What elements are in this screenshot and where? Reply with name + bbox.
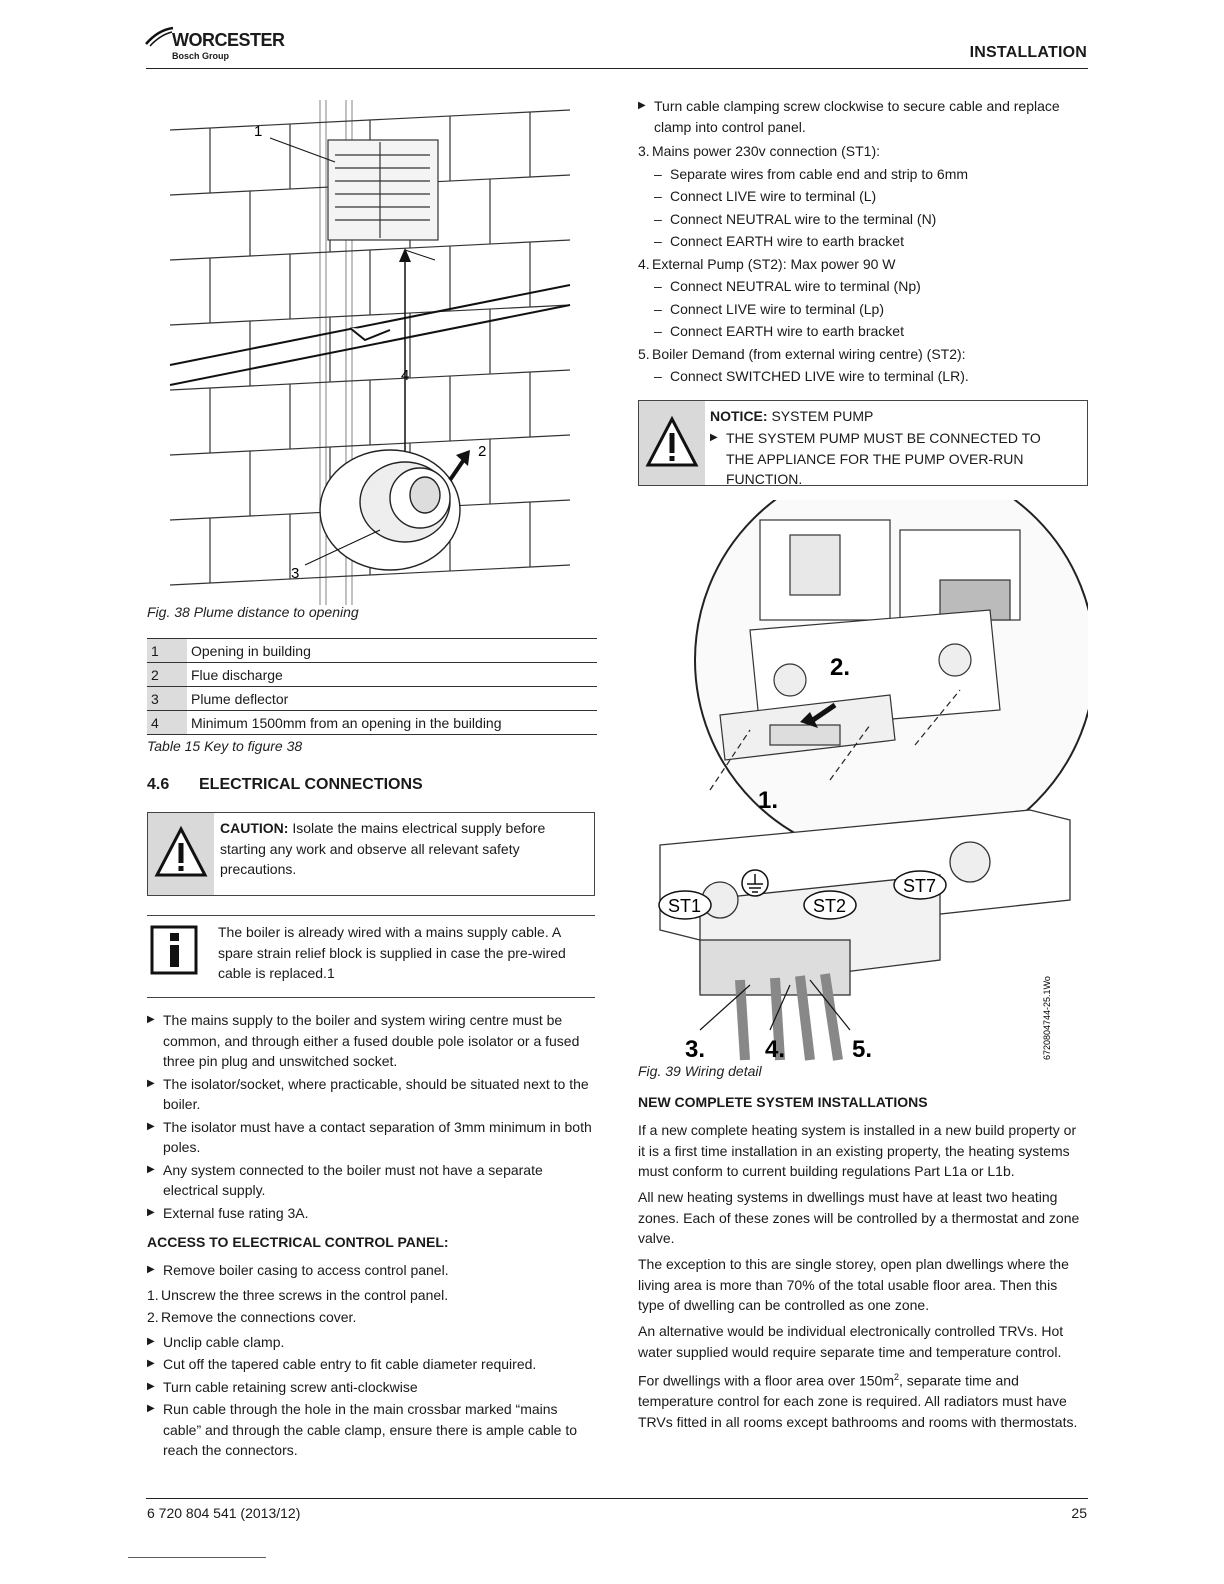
caution-text [220,818,580,880]
step-text: Unscrew the three screws in the control panel. [161,1286,449,1303]
list-item: – Connect LIVE wire to terminal (Lp) [638,299,1088,320]
fig39-st2: ST2 [813,896,847,916]
step-number: 4. [638,255,650,272]
fig39-st1: ST1 [668,896,702,916]
brand-subtitle: Bosch Group [172,51,230,61]
list-item: ▶ The isolator/socket, where practicable, should be situated next to the boiler. [147,1074,597,1115]
notice-title-rest: SYSTEM PUMP [767,408,874,424]
info-top-rule [147,915,595,916]
new-install-paragraph-2: All new heating systems in dwellings must have at least two heating zones. Each of these zones will be controlled by a thermostat and zone valve. [638,1189,1080,1246]
key-number: 4 [147,711,187,735]
info-bottom-rule [147,997,595,998]
list-item [147,1285,599,1306]
step-number: 3. [638,143,650,159]
fig39-st7: ST7 [903,876,937,896]
fig38-callout-2: 2 [478,443,487,460]
fig38-callout-3: 3 [291,565,300,582]
table-row [147,639,597,663]
step-number: 5. [638,345,650,362]
section-header: INSTALLATION [969,44,1087,61]
section-title: ELECTRICAL CONNECTIONS [199,776,423,793]
list-item: – Connect LIVE wire to terminal (L) [638,186,1088,207]
info-text: The boiler is already wired with a mains supply cable. A spare strain relief block is supplied in case the pre-wired cable is replaced.1 [218,924,566,981]
list-item [638,254,1088,275]
list-item: ▶ Run cable through the hole in the main crossbar marked “mains cable” and through the cable clamp, ensure there is ample cable to reach the connectors. [147,1399,599,1461]
list-item: – Connect NEUTRAL wire to the terminal (N) [638,209,1088,230]
caution-body: Isolate the mains electrical supply before starting any work and observe all relevant safety precautions. [220,820,546,877]
notice-title [710,406,873,427]
footer-doc-number: 6 720 804 541 (2013/12) [147,1505,301,1521]
fig38-caption: Fig. 38 Plume distance to opening [147,604,359,620]
fig38-callout-1: 1 [254,123,263,140]
step-text: External Pump (ST2): Max power 90 W [652,255,896,272]
link-underline [128,1557,266,1558]
list-item: ▶ Remove boiler casing to access control panel. [147,1260,599,1281]
fig39-caption: Fig. 39 Wiring detail [638,1063,762,1079]
key-text: Minimum 1500mm from an opening in the building [187,711,597,735]
new-install-paragraph-4: An alternative would be individual electronically controlled TRVs. Hot water supplied would require separate time and temperature control. [638,1323,1064,1360]
list-item: – Connect EARTH wire to earth bracket [638,321,1088,342]
warning-triangle-icon [645,415,699,469]
list-item: – Connect EARTH wire to earth bracket [638,231,1088,252]
list-item: ▶ Cut off the tapered cable entry to fit cable diameter required. [147,1354,599,1375]
key-text: Flue discharge [187,663,597,687]
notice-box [638,400,1088,486]
list-item: – Connect SWITCHED LIVE wire to terminal (LR). [638,366,1088,387]
brand-name: WORCESTER [172,30,285,50]
table-row [147,711,597,735]
new-install-heading: NEW COMPLETE SYSTEM INSTALLATIONS [638,1094,928,1110]
list-item [638,344,1088,365]
key-number: 3 [147,687,187,711]
notice-list [710,428,1070,492]
list-item [638,141,1088,162]
step-text: Boiler Demand (from external wiring centre) (ST2): [652,345,966,362]
step-number: 1. [147,1286,159,1303]
vent-grille [328,140,438,240]
brand-swoosh-icon [144,26,174,48]
section-number: 4.6 [147,776,170,793]
new-install-paragraph-1: If a new complete heating system is installed in a new build property or it is a first time installation in an existing property, the heating systems must conform to current building regulations Part L1a or L1b. [638,1122,1077,1179]
fig39-label-4: 4. [765,1036,786,1063]
earth-symbol-icon [742,870,768,896]
footer-rule [146,1498,1088,1499]
step-text: Remove the connections cover. [161,1309,357,1325]
electrical-requirements-list [147,1010,597,1225]
list-item: – Separate wires from cable end and strip to 6mm [638,164,1088,185]
list-item: ▶ Turn cable clamping screw clockwise to secure cable and replace clamp into control panel. [638,96,1088,137]
p5-end: , separate time and temperature control for each zone is required. All radiators must have TRVs fitted in all rooms except bathrooms and rooms with thermostats. [638,1372,1078,1430]
fig39-label-2: 2. [830,654,851,681]
list-item: ▶ Turn cable retaining screw anti-clockwise [147,1377,599,1398]
access-steps-list [147,1260,599,1463]
p5-superscript: 2 [894,1372,900,1382]
new-install-paragraph-5 [638,1367,1086,1432]
key-text: Plume deflector [187,687,597,711]
info-icon [150,925,198,975]
table-row [147,687,597,711]
flue-terminal [320,450,460,570]
fig39-label-3: 3. [685,1036,706,1063]
fig39-label-5: 5. [852,1036,873,1063]
header-rule [146,68,1088,69]
caution-label: CAUTION: [220,820,289,836]
caution-box [147,812,595,896]
table-15-key [147,638,597,735]
page-number: 25 [1071,1505,1087,1521]
list-item: ▶ External fuse rating 3A. [147,1203,597,1224]
list-item: ▶ The isolator must have a contact separation of 3mm minimum in both poles. [147,1117,597,1158]
figure-39-wiring-illustration [640,500,1088,1065]
warning-triangle-icon [154,825,208,879]
list-item: ▶ Any system connected to the boiler must not have a separate electrical supply. [147,1160,597,1201]
p5-start: For dwellings with a floor area over 150m [638,1372,895,1389]
table-row [147,663,597,687]
access-heading: ACCESS TO ELECTRICAL CONTROL PANEL: [147,1234,449,1250]
wiring-steps-list [638,96,1088,389]
fig38-callout-4: 4 [401,367,410,384]
figure-38-illustration [150,100,600,610]
notice-label: NOTICE: [710,408,768,424]
list-item: ▶ Unclip cable clamp. [147,1332,599,1353]
key-number: 2 [147,663,187,687]
notice-text: ▶ THE SYSTEM PUMP MUST BE CONNECTED TO THE APPLIANCE FOR THE PUMP OVER-RUN FUNCTION. [710,428,1070,490]
key-text: Opening in building [187,639,597,663]
fig39-code: 6720804744-25.1Wo [1042,976,1052,1060]
step-number: 2. [147,1309,159,1325]
list-item: – Connect NEUTRAL wire to terminal (Np) [638,276,1088,297]
list-item [147,1307,599,1328]
new-install-paragraph-3: The exception to this are single storey, open plan dwellings where the living area is more than 70% of the total usable floor area. Then this type of dwelling can be controlled as one zone. [638,1256,1069,1313]
list-item: ▶ The mains supply to the boiler and system wiring centre must be common, and through either a fused double pole isolator or a fused three pin plug and unswitched socket. [147,1010,597,1072]
table15-caption: Table 15 Key to figure 38 [147,738,303,754]
key-number: 1 [147,639,187,663]
fig39-label-1: 1. [758,787,779,814]
step-text: Mains power 230v connection (ST1): [652,143,880,159]
